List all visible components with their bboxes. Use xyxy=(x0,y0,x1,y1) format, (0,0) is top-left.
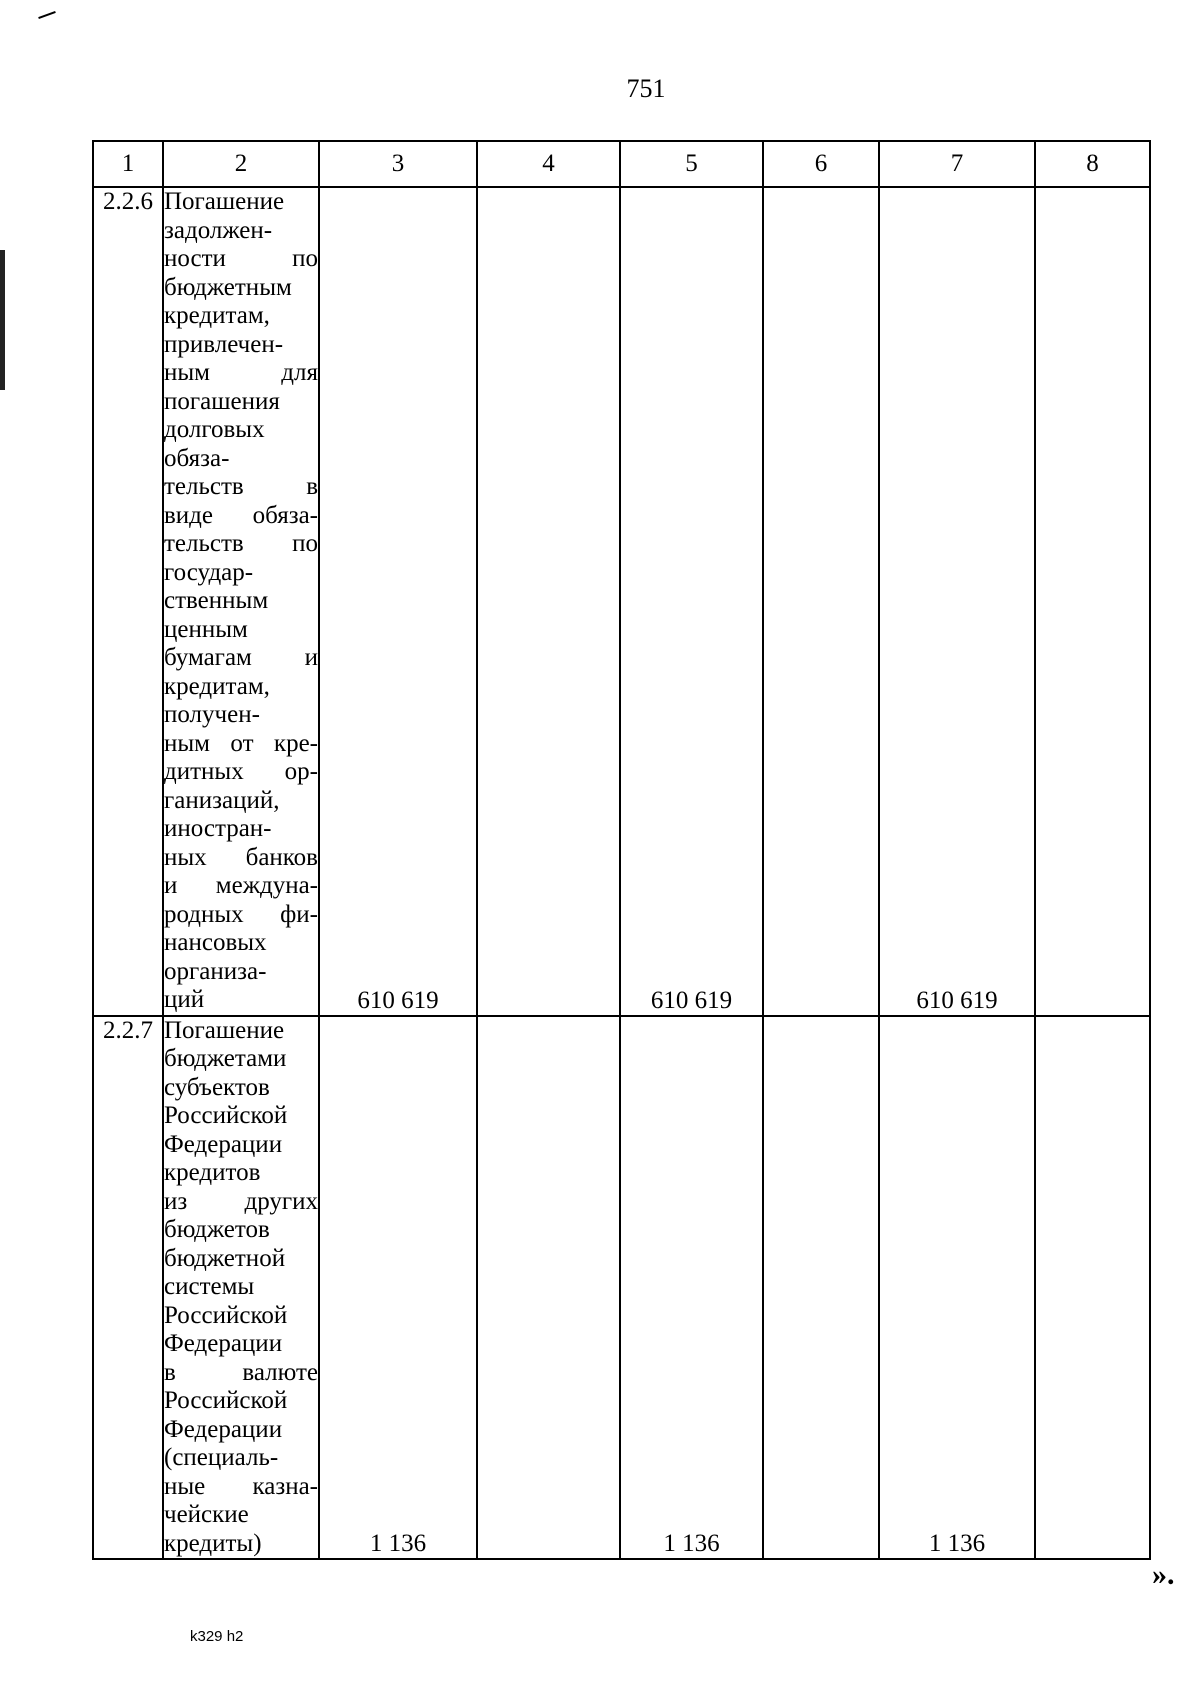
header-row xyxy=(93,141,1150,187)
table-row xyxy=(93,187,1150,1016)
cell-col8 xyxy=(1035,1016,1150,1560)
description-line: бюджетной xyxy=(164,1244,286,1272)
description-line: бюджетным xyxy=(164,273,292,301)
description-line: системы xyxy=(164,1273,255,1300)
cell-col7: 610 619 xyxy=(879,187,1035,1016)
description-line: ганизаций, xyxy=(164,786,280,814)
header-col-7: 7 xyxy=(879,141,1035,187)
description-line: получен- xyxy=(164,701,260,728)
cell-col4 xyxy=(477,1016,620,1560)
table-row xyxy=(93,1016,1150,1560)
description-line: субъектов xyxy=(164,1073,270,1101)
description-line: бумагам и xyxy=(164,644,318,671)
description-line: кредитам, xyxy=(164,672,270,700)
row-description xyxy=(163,187,319,1016)
description-line: и междуна- xyxy=(164,872,318,899)
budget-table xyxy=(92,140,1151,1560)
description-line: бюджетов xyxy=(164,1216,270,1243)
description-line: организа- xyxy=(164,957,267,985)
page-number: 751 xyxy=(626,74,666,103)
description-line: обяза- xyxy=(164,444,230,472)
cell-col3: 1 136 xyxy=(319,1016,477,1560)
description-line: Российской xyxy=(164,1102,288,1129)
description-line: Российской xyxy=(164,1301,288,1329)
cell-col5: 1 136 xyxy=(620,1016,763,1560)
row-code: 2.2.7 xyxy=(93,1016,163,1560)
description-line: ным от кре- xyxy=(164,729,318,757)
description-line: кредитов xyxy=(164,1159,261,1186)
description-line: нансовых xyxy=(164,929,267,956)
cell-col7: 1 136 xyxy=(879,1016,1035,1560)
description-line: Федерации xyxy=(164,1415,283,1443)
row-description xyxy=(163,1016,319,1560)
description-line: чейские xyxy=(164,1501,249,1528)
cell-col6 xyxy=(763,1016,879,1560)
description-line: кредиты) xyxy=(164,1529,262,1557)
header-col-4: 4 xyxy=(477,141,620,187)
cell-col5: 610 619 xyxy=(620,187,763,1016)
description-line: ные казна- xyxy=(164,1472,318,1500)
row-code: 2.2.6 xyxy=(93,187,163,1016)
description-line: ственным xyxy=(164,587,269,614)
cell-col4 xyxy=(477,187,620,1016)
header-col-5: 5 xyxy=(620,141,763,187)
description-line: ным для xyxy=(164,359,318,386)
description-line: Погашение xyxy=(164,188,285,215)
description-line: из других xyxy=(164,1187,318,1215)
description-line: виде обяза- xyxy=(164,501,318,529)
scan-artifact-mark xyxy=(38,11,56,19)
cell-col3: 610 619 xyxy=(319,187,477,1016)
description-line: ных банков xyxy=(164,843,318,871)
description-line: дитных ор- xyxy=(164,758,318,785)
description-line: кредитам, xyxy=(164,302,270,329)
end-quote-mark: ». xyxy=(1152,1558,1175,1591)
description-line: бюджетами xyxy=(164,1045,287,1072)
description-line: ности по xyxy=(164,245,318,272)
header-col-3: 3 xyxy=(319,141,477,187)
description-line: в валюте xyxy=(164,1358,318,1386)
description-line: погашения xyxy=(164,387,280,415)
description-line: Погашение xyxy=(164,1016,285,1044)
description-line: тельств в xyxy=(164,473,318,500)
scan-edge-bar xyxy=(0,250,5,390)
header-col-1: 1 xyxy=(93,141,163,187)
description-line: государ- xyxy=(164,558,254,586)
description-line: задолжен- xyxy=(164,216,273,244)
description-line: Федерации xyxy=(164,1330,283,1357)
header-col-2: 2 xyxy=(163,141,319,187)
description-line: (специаль- xyxy=(164,1444,279,1471)
cell-col6 xyxy=(763,187,879,1016)
description-line: долговых xyxy=(164,416,265,443)
cell-col8 xyxy=(1035,187,1150,1016)
description-line: тельств по xyxy=(164,530,318,557)
description-line: привлечен- xyxy=(164,330,284,358)
description-line: ций xyxy=(164,986,205,1013)
description-line: ценным xyxy=(164,615,248,643)
description-line: родных фи- xyxy=(164,900,318,928)
description-line: Российской xyxy=(164,1387,288,1414)
footer-code: k329 h2 xyxy=(190,1628,244,1645)
header-col-8: 8 xyxy=(1035,141,1150,187)
header-col-6: 6 xyxy=(763,141,879,187)
description-line: Федерации xyxy=(164,1130,283,1158)
description-line: иностран- xyxy=(164,815,272,842)
